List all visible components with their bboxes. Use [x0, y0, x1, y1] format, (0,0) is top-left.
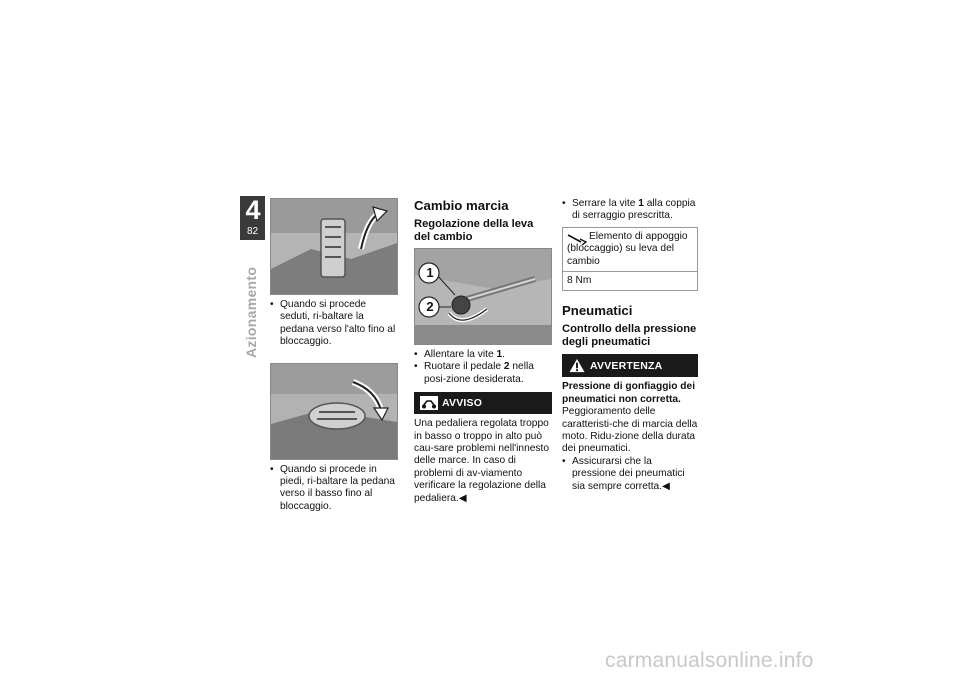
notice-label: AVVISO	[442, 397, 483, 410]
chapter-number: 4	[245, 195, 261, 225]
page-number: 82	[246, 226, 259, 237]
spec-value: 8 Nm	[563, 271, 697, 290]
watermark-logo: carmanualsonline.info	[605, 649, 814, 672]
tyres-heading: Pneumatici	[562, 303, 633, 319]
footpeg-up-bullet: • Quando si procede seduti, ri-baltare la pedana verso l'alto fino al bloccaggio.	[270, 299, 398, 349]
notice-bar	[414, 392, 552, 414]
footpeg-down-photo	[270, 363, 398, 460]
warning-title: Pressione di gonfiaggio dei pneumatici non corretta.	[562, 381, 696, 405]
left-column	[270, 198, 398, 513]
middle-column	[414, 198, 552, 505]
loosen-screw-step: • Allentare la vite 1.	[414, 349, 552, 361]
warning-triangle-icon	[568, 358, 586, 373]
rotate-pedal-step: • Ruotare il pedale 2 nella posi-zione desiderata.	[414, 361, 552, 386]
section-title: Azionamento	[243, 266, 259, 358]
end-mark: ◀	[458, 492, 467, 504]
torque-spec-box	[562, 227, 698, 292]
tyres-subheading: Controllo della pressione degli pneumatici	[562, 323, 697, 349]
warning-label: AVVERTENZA	[590, 359, 663, 372]
warning-bar	[562, 354, 698, 377]
gearshift-lever-photo	[414, 248, 552, 345]
spec-label-row	[563, 228, 697, 271]
motorcycle-notice-icon	[420, 396, 438, 410]
callout-1: 1	[426, 265, 434, 280]
footpeg-down-bullet: • Quando si procede in piedi, ri-baltare la pedana verso il basso fino al bloccaggio.	[270, 464, 398, 514]
torque-wrench-icon	[567, 233, 587, 245]
notice-text: Una pedaliera regolata troppo in basso o troppo in alto può cau-sare problemi nell'innesto delle marce. In caso di problemi di av-viamento verificare la regolazione della pedaliera.◀	[414, 418, 550, 504]
spec-label: Elemento di appoggio (bloccaggio) su leva del cambio	[567, 230, 688, 267]
check-pressure-bullet: • Assicurarsi che la pressione dei pneumatici sia sempre corretta.◀	[562, 456, 698, 493]
tighten-screw-step: • Serrare la vite 1 alla coppia di serraggio prescritta.	[562, 198, 698, 223]
gearshift-heading: Cambio marcia	[414, 198, 509, 213]
footpeg-up-photo	[270, 198, 398, 295]
gearshift-subheading: Regolazione della leva del cambio	[414, 218, 534, 243]
callout-2: 2	[426, 299, 434, 314]
end-mark: ◀	[662, 480, 670, 492]
warning-text: Peggioramento delle caratteristi-che di marcia della moto. Ridu-zione della durata dei pneumatici.	[562, 406, 698, 455]
right-column	[562, 198, 698, 493]
